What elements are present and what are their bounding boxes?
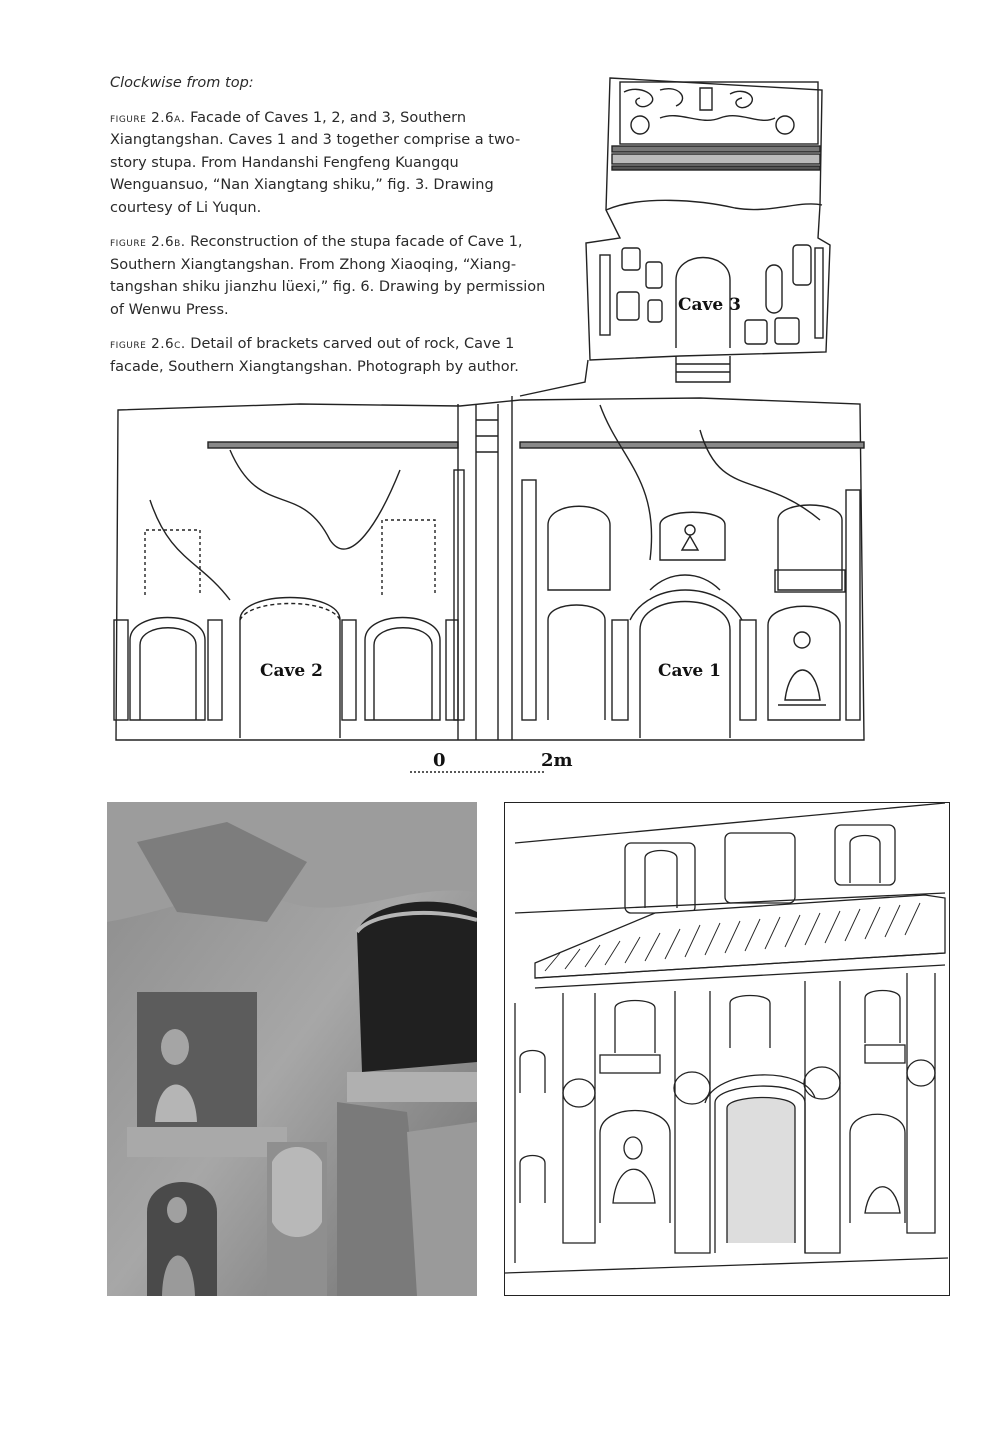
- cave1-label: Cave 1: [658, 661, 721, 681]
- fig-b-label: figure 2.6b.: [110, 234, 186, 250]
- scale-start-label: 0: [433, 750, 446, 771]
- cave3-structure: [520, 78, 830, 396]
- scale-end-label: 2m: [541, 750, 573, 771]
- cave2-label: Cave 2: [260, 661, 323, 681]
- lower-facade-structure: [114, 396, 864, 740]
- fig-a-text: Facade of Caves 1, 2, and 3, Southern Xiangtangshan. Caves 1 and 3 together comprise a two-story stupa. From Handanshi Fengfeng Kuangqu Wenguansuo, “Nan Xiangtang shiku,” fig. 3. Drawing courtesy of Li Yuqun.: [110, 109, 521, 216]
- fig-a-label: figure 2.6a.: [110, 109, 186, 126]
- fig-c-label: figure 2.6c.: [110, 336, 186, 352]
- cave1-brackets-photo: [107, 802, 477, 1296]
- caption-intro: Clockwise from top:: [110, 75, 254, 91]
- stupa-reconstruction-sketch: [504, 802, 950, 1296]
- cave3-label: Cave 3: [678, 295, 741, 315]
- fig-c-text: Detail of brackets carved out of rock, Cave 1 facade, Southern Xiangtangshan. Photograph by author.: [110, 336, 519, 375]
- fig-b-text: Reconstruction of the stupa facade of Cave 1, Southern Xiangtangshan. From Zhong Xiaoqing, “Xiangtangshan shiku jianzhu lüexi,” fig. 6. Drawing by permission of Wenwu Press.: [110, 234, 546, 318]
